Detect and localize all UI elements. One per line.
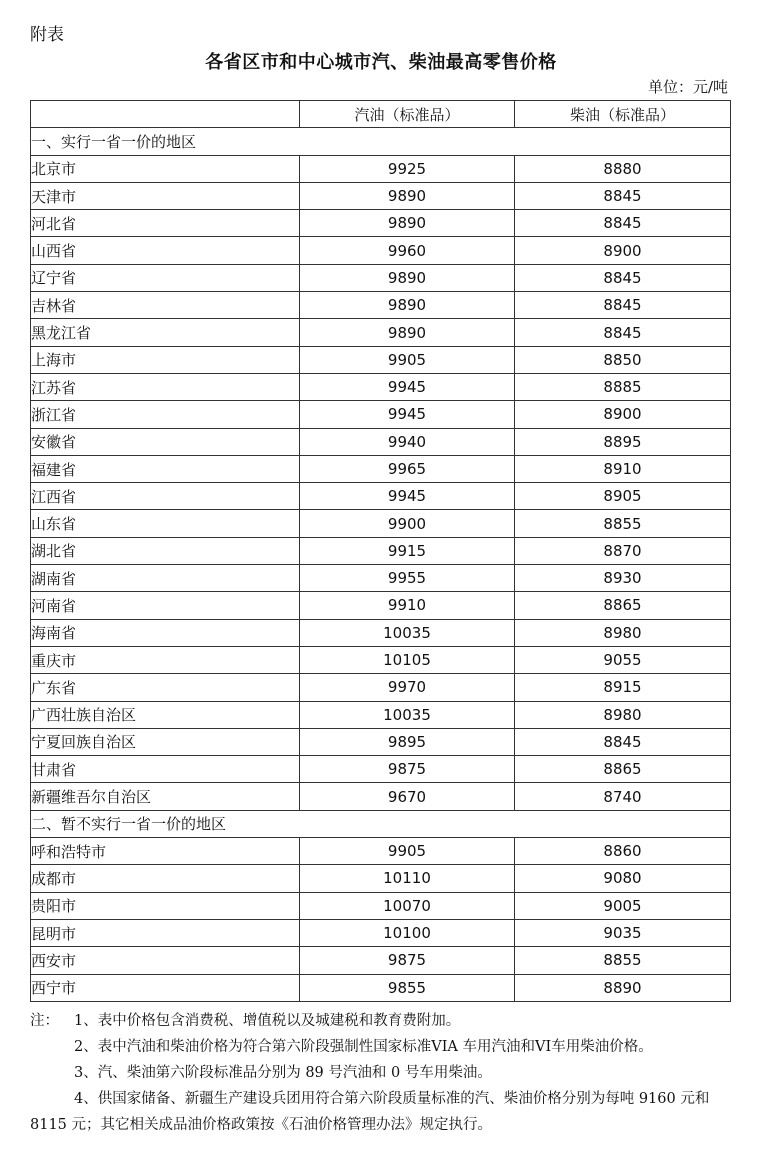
table-row (31, 346, 731, 373)
gasoline-price-cell: 9915 (300, 537, 515, 564)
gasoline-price-cell: 10100 (300, 919, 515, 946)
notes-prefix: 注： (30, 1013, 59, 1029)
table-row (31, 483, 731, 510)
section-title: 一、实行一省一价的地区 (31, 128, 731, 155)
table-header-row (31, 101, 731, 128)
note-item: 4、供国家储备、新疆生产建设兵团用符合第六阶段质量标准的汽、柴油价格分别为每吨 9160 元和 8115 元；其它相关成品油价格政策按《石油价格管理办法》规定执行。 (30, 1091, 710, 1133)
region-cell: 黑龙江省 (31, 319, 300, 346)
diesel-price-cell: 9035 (515, 919, 731, 946)
table-row (31, 974, 731, 1001)
gasoline-price-cell: 10105 (300, 646, 515, 673)
region-cell: 广西壮族自治区 (31, 701, 300, 728)
diesel-price-cell: 8855 (515, 947, 731, 974)
diesel-price-cell: 8850 (515, 346, 731, 373)
diesel-price-cell: 8845 (515, 292, 731, 319)
diesel-price-cell: 8915 (515, 674, 731, 701)
gasoline-price-cell: 9955 (300, 565, 515, 592)
gasoline-price-cell: 9905 (300, 838, 515, 865)
table-row (31, 838, 731, 865)
diesel-price-cell: 8885 (515, 373, 731, 400)
diesel-price-cell: 8910 (515, 455, 731, 482)
region-cell: 重庆市 (31, 646, 300, 673)
region-cell: 昆明市 (31, 919, 300, 946)
gasoline-price-cell: 9945 (300, 373, 515, 400)
region-cell: 海南省 (31, 619, 300, 646)
table-row (31, 646, 731, 673)
gasoline-price-cell: 9890 (300, 182, 515, 209)
table-row (31, 892, 731, 919)
gasoline-price-cell: 9910 (300, 592, 515, 619)
section-row (31, 810, 731, 837)
region-cell: 呼和浩特市 (31, 838, 300, 865)
unit-label: 单位：元/吨 (647, 78, 728, 96)
region-cell: 山西省 (31, 237, 300, 264)
gasoline-price-cell: 9940 (300, 428, 515, 455)
region-cell: 安徽省 (31, 428, 300, 455)
diesel-price-cell: 8980 (515, 619, 731, 646)
gasoline-price-cell: 10110 (300, 865, 515, 892)
diesel-price-cell: 8865 (515, 592, 731, 619)
table-row (31, 865, 731, 892)
gasoline-price-cell: 9945 (300, 483, 515, 510)
diesel-price-cell: 8870 (515, 537, 731, 564)
table-row (31, 319, 731, 346)
diesel-price-cell: 8845 (515, 264, 731, 291)
gasoline-price-cell: 9875 (300, 947, 515, 974)
diesel-price-cell: 8930 (515, 565, 731, 592)
diesel-price-cell: 8845 (515, 182, 731, 209)
gasoline-price-cell: 10035 (300, 619, 515, 646)
table-row (31, 455, 731, 482)
region-cell: 湖南省 (31, 565, 300, 592)
region-cell: 浙江省 (31, 401, 300, 428)
table-row (31, 373, 731, 400)
price-table (30, 100, 731, 1002)
gasoline-price-cell: 9890 (300, 319, 515, 346)
table-row (31, 783, 731, 810)
gasoline-price-cell: 9970 (300, 674, 515, 701)
gasoline-price-cell: 10070 (300, 892, 515, 919)
diesel-price-cell: 8900 (515, 237, 731, 264)
diesel-price-cell: 8865 (515, 756, 731, 783)
note-item: 3、汽、柴油第六阶段标准品分别为 89 号汽油和 0 号车用柴油。 (74, 1065, 492, 1081)
region-cell: 宁夏回族自治区 (31, 728, 300, 755)
region-cell: 广东省 (31, 674, 300, 701)
region-cell: 贵阳市 (31, 892, 300, 919)
gasoline-price-cell: 9855 (300, 974, 515, 1001)
table-body (31, 128, 731, 1002)
region-cell: 江苏省 (31, 373, 300, 400)
region-cell: 甘肃省 (31, 756, 300, 783)
region-cell: 河南省 (31, 592, 300, 619)
gasoline-price-cell: 9900 (300, 510, 515, 537)
table-row (31, 155, 731, 182)
gasoline-price-cell: 9890 (300, 292, 515, 319)
gasoline-price-cell: 9960 (300, 237, 515, 264)
diesel-price-cell: 9080 (515, 865, 731, 892)
region-cell: 北京市 (31, 155, 300, 182)
appendix-label: 附表 (30, 25, 64, 45)
region-cell: 湖北省 (31, 537, 300, 564)
gasoline-price-cell: 9890 (300, 264, 515, 291)
region-cell: 河北省 (31, 210, 300, 237)
gasoline-price-cell: 9890 (300, 210, 515, 237)
table-row (31, 292, 731, 319)
diesel-price-cell: 9005 (515, 892, 731, 919)
table-row (31, 210, 731, 237)
diesel-price-cell: 8895 (515, 428, 731, 455)
gasoline-price-cell: 10035 (300, 701, 515, 728)
table-row (31, 565, 731, 592)
table-row (31, 237, 731, 264)
table-row (31, 674, 731, 701)
diesel-price-cell: 8860 (515, 838, 731, 865)
region-cell: 辽宁省 (31, 264, 300, 291)
table-row (31, 947, 731, 974)
table-row (31, 510, 731, 537)
diesel-price-cell: 8845 (515, 728, 731, 755)
table-row (31, 264, 731, 291)
gasoline-price-cell: 9945 (300, 401, 515, 428)
column-header-region (31, 101, 300, 128)
diesel-price-cell: 8905 (515, 483, 731, 510)
region-cell: 西宁市 (31, 974, 300, 1001)
column-header-gasoline: 汽油（标准品） (300, 101, 515, 128)
note-item (30, 1008, 730, 1034)
gasoline-price-cell: 9875 (300, 756, 515, 783)
diesel-price-cell: 8880 (515, 155, 731, 182)
table-row (31, 919, 731, 946)
diesel-price-cell: 8845 (515, 319, 731, 346)
section-title: 二、暂不实行一省一价的地区 (31, 810, 731, 837)
gasoline-price-cell: 9925 (300, 155, 515, 182)
gasoline-price-cell: 9905 (300, 346, 515, 373)
diesel-price-cell: 9055 (515, 646, 731, 673)
table-row (31, 428, 731, 455)
table-row (31, 619, 731, 646)
gasoline-price-cell: 9965 (300, 455, 515, 482)
region-cell: 新疆维吾尔自治区 (31, 783, 300, 810)
column-header-diesel: 柴油（标准品） (515, 101, 731, 128)
note-text: 1、表中价格包含消费税、增值税以及城建税和教育费附加。 (74, 1013, 461, 1029)
region-cell: 西安市 (31, 947, 300, 974)
region-cell: 天津市 (31, 182, 300, 209)
region-cell: 江西省 (31, 483, 300, 510)
region-cell: 福建省 (31, 455, 300, 482)
table-row (31, 592, 731, 619)
table-row (31, 182, 731, 209)
diesel-price-cell: 8740 (515, 783, 731, 810)
gasoline-price-cell: 9670 (300, 783, 515, 810)
section-row (31, 128, 731, 155)
gasoline-price-cell: 9895 (300, 728, 515, 755)
notes (30, 1008, 730, 1138)
note-item: 2、表中汽油和柴油价格为符合第六阶段强制性国家标准VIA 车用汽油和VI车用柴油价格。 (74, 1039, 653, 1055)
table-row (31, 701, 731, 728)
table-row (31, 401, 731, 428)
diesel-price-cell: 8855 (515, 510, 731, 537)
region-cell: 吉林省 (31, 292, 300, 319)
table-row (31, 756, 731, 783)
page-title: 各省区市和中心城市汽、柴油最高零售价格 (205, 52, 557, 73)
diesel-price-cell: 8845 (515, 210, 731, 237)
diesel-price-cell: 8890 (515, 974, 731, 1001)
region-cell: 山东省 (31, 510, 300, 537)
table-row (31, 728, 731, 755)
table-row (31, 537, 731, 564)
diesel-price-cell: 8900 (515, 401, 731, 428)
region-cell: 上海市 (31, 346, 300, 373)
diesel-price-cell: 8980 (515, 701, 731, 728)
region-cell: 成都市 (31, 865, 300, 892)
